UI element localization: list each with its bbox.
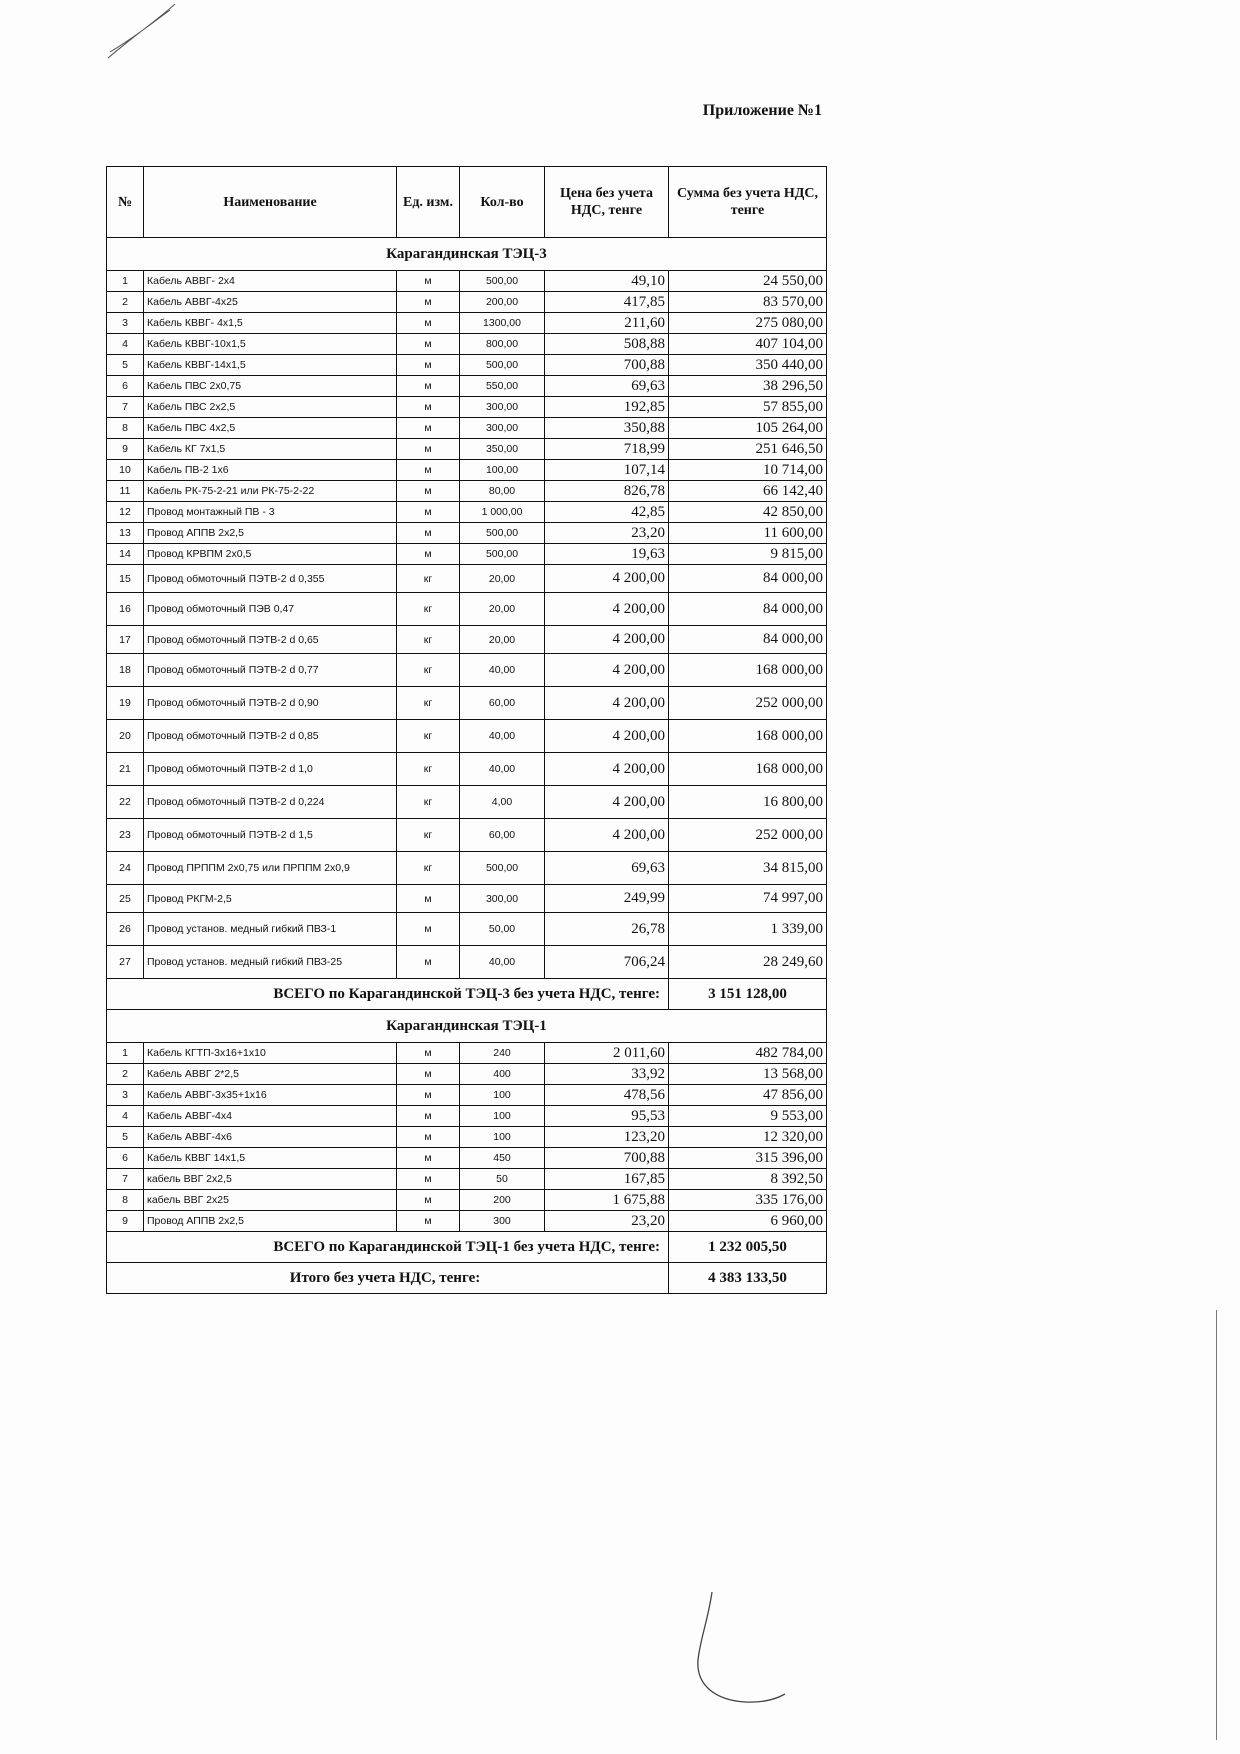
cell-no: 8 — [107, 1190, 144, 1211]
cell-sum: 83 570,00 — [669, 292, 827, 313]
table-row — [107, 786, 827, 819]
cell-name: Кабель ПВС 2х0,75 — [144, 376, 397, 397]
cell-qty: 4,00 — [460, 786, 545, 819]
cell-price: 4 200,00 — [545, 593, 669, 626]
cell-price: 826,78 — [545, 481, 669, 502]
table-row — [107, 1043, 827, 1064]
cell-unit: м — [397, 502, 460, 523]
cell-sum: 350 440,00 — [669, 355, 827, 376]
table-row — [107, 1085, 827, 1106]
cell-name: Кабель ПВС 2х2,5 — [144, 397, 397, 418]
cell-name: Кабель КВВГ-10х1,5 — [144, 334, 397, 355]
table-row — [107, 439, 827, 460]
cell-sum: 10 714,00 — [669, 460, 827, 481]
cell-name: Провод АППВ 2х2,5 — [144, 1211, 397, 1232]
cell-unit: м — [397, 1169, 460, 1190]
cell-no: 11 — [107, 481, 144, 502]
table-row — [107, 418, 827, 439]
cell-sum: 407 104,00 — [669, 334, 827, 355]
cell-no: 20 — [107, 720, 144, 753]
cell-sum: 11 600,00 — [669, 523, 827, 544]
cell-sum: 38 296,50 — [669, 376, 827, 397]
table-row — [107, 376, 827, 397]
cell-no: 17 — [107, 626, 144, 654]
cell-unit: кг — [397, 654, 460, 687]
cell-unit: м — [397, 1211, 460, 1232]
cell-unit: м — [397, 481, 460, 502]
cell-sum: 252 000,00 — [669, 687, 827, 720]
section-title: Карагандинская ТЭЦ-3 — [107, 238, 827, 271]
cell-no: 8 — [107, 418, 144, 439]
cell-name: Провод обмоточный ПЭТВ-2 d 1,0 — [144, 753, 397, 786]
cell-price: 33,92 — [545, 1064, 669, 1085]
cell-price: 4 200,00 — [545, 753, 669, 786]
cell-name: Кабель АВВГ- 2х4 — [144, 271, 397, 292]
col-header-price: Цена без учета НДС, тенге — [545, 167, 669, 238]
cell-no: 22 — [107, 786, 144, 819]
cell-unit: м — [397, 913, 460, 946]
cell-unit: м — [397, 313, 460, 334]
cell-sum: 335 176,00 — [669, 1190, 827, 1211]
cell-sum: 275 080,00 — [669, 313, 827, 334]
cell-price: 4 200,00 — [545, 687, 669, 720]
cell-qty: 60,00 — [460, 687, 545, 720]
cell-price: 4 200,00 — [545, 720, 669, 753]
cell-unit: м — [397, 355, 460, 376]
cell-price: 4 200,00 — [545, 819, 669, 852]
cell-unit: м — [397, 397, 460, 418]
cell-unit: м — [397, 523, 460, 544]
cell-sum: 482 784,00 — [669, 1043, 827, 1064]
cell-sum: 1 339,00 — [669, 913, 827, 946]
cell-qty: 500,00 — [460, 355, 545, 376]
cell-name: Кабель АВВГ-3х35+1х16 — [144, 1085, 397, 1106]
cell-sum: 168 000,00 — [669, 720, 827, 753]
cell-no: 16 — [107, 593, 144, 626]
cell-qty: 300,00 — [460, 885, 545, 913]
table-row — [107, 885, 827, 913]
cell-sum: 42 850,00 — [669, 502, 827, 523]
table-row — [107, 544, 827, 565]
cell-name: Провод обмоточный ПЭТВ-2 d 0,65 — [144, 626, 397, 654]
cell-no: 15 — [107, 565, 144, 593]
table-row — [107, 1127, 827, 1148]
cell-qty: 60,00 — [460, 819, 545, 852]
cell-name: Провод монтажный ПВ - 3 — [144, 502, 397, 523]
cell-no: 2 — [107, 1064, 144, 1085]
cell-no: 24 — [107, 852, 144, 885]
table-row — [107, 1211, 827, 1232]
cell-sum: 315 396,00 — [669, 1148, 827, 1169]
cell-price: 4 200,00 — [545, 626, 669, 654]
cell-qty: 20,00 — [460, 593, 545, 626]
cell-price: 1 675,88 — [545, 1190, 669, 1211]
cell-name: Кабель КГТП-3х16+1х10 — [144, 1043, 397, 1064]
cell-name: кабель ВВГ 2х25 — [144, 1190, 397, 1211]
cell-name: Провод КРВПМ 2х0,5 — [144, 544, 397, 565]
cell-price: 23,20 — [545, 1211, 669, 1232]
cell-qty: 350,00 — [460, 439, 545, 460]
cell-name: Кабель АВВГ-4х4 — [144, 1106, 397, 1127]
table-row — [107, 593, 827, 626]
cell-sum: 24 550,00 — [669, 271, 827, 292]
cell-no: 6 — [107, 1148, 144, 1169]
cell-sum: 74 997,00 — [669, 885, 827, 913]
cell-no: 3 — [107, 1085, 144, 1106]
cell-price: 49,10 — [545, 271, 669, 292]
table-row — [107, 626, 827, 654]
cell-no: 9 — [107, 1211, 144, 1232]
cell-unit: м — [397, 292, 460, 313]
cell-name: Провод обмоточный ПЭТВ-2 d 0,224 — [144, 786, 397, 819]
cell-qty: 20,00 — [460, 565, 545, 593]
cell-unit: м — [397, 1085, 460, 1106]
table-row — [107, 852, 827, 885]
cell-qty: 50 — [460, 1169, 545, 1190]
corner-scribble-mark — [80, 0, 190, 70]
col-header-name: Наименование — [144, 167, 397, 238]
cell-price: 700,88 — [545, 355, 669, 376]
cell-price: 417,85 — [545, 292, 669, 313]
cell-name: Провод обмоточный ПЭТВ-2 d 0,90 — [144, 687, 397, 720]
section-total-label: ВСЕГО по Карагандинской ТЭЦ-3 без учета НДС, тенге: — [107, 979, 669, 1010]
cell-sum: 84 000,00 — [669, 565, 827, 593]
cell-qty: 100,00 — [460, 460, 545, 481]
cell-price: 249,99 — [545, 885, 669, 913]
table-row — [107, 313, 827, 334]
cell-unit: м — [397, 271, 460, 292]
cell-qty: 500,00 — [460, 852, 545, 885]
cell-qty: 300 — [460, 1211, 545, 1232]
table-row — [107, 523, 827, 544]
grand-total-label: Итого без учета НДС, тенге: — [107, 1263, 669, 1294]
cell-price: 123,20 — [545, 1127, 669, 1148]
table-row — [107, 397, 827, 418]
cell-no: 1 — [107, 271, 144, 292]
cell-no: 6 — [107, 376, 144, 397]
signature-mark — [690, 1590, 800, 1720]
cell-no: 21 — [107, 753, 144, 786]
cell-no: 23 — [107, 819, 144, 852]
table-row — [107, 1148, 827, 1169]
cell-no: 7 — [107, 397, 144, 418]
cell-no: 25 — [107, 885, 144, 913]
section-header-row — [107, 1010, 827, 1043]
cell-price: 42,85 — [545, 502, 669, 523]
cell-unit: м — [397, 376, 460, 397]
cell-name: Кабель КГ 7х1,5 — [144, 439, 397, 460]
table-row — [107, 355, 827, 376]
cell-sum: 57 855,00 — [669, 397, 827, 418]
cell-name: Кабель ПВС 4х2,5 — [144, 418, 397, 439]
cell-qty: 550,00 — [460, 376, 545, 397]
table-row — [107, 565, 827, 593]
cell-name: Провод обмоточный ПЭТВ-2 d 0,85 — [144, 720, 397, 753]
table-row — [107, 502, 827, 523]
cell-name: Провод установ. медный гибкий ПВЗ-25 — [144, 946, 397, 979]
section-title: Карагандинская ТЭЦ-1 — [107, 1010, 827, 1043]
cell-no: 5 — [107, 355, 144, 376]
cell-qty: 20,00 — [460, 626, 545, 654]
cell-unit: кг — [397, 593, 460, 626]
table-row — [107, 1106, 827, 1127]
cell-no: 2 — [107, 292, 144, 313]
table-row — [107, 687, 827, 720]
grand-total-row — [107, 1263, 827, 1294]
cell-price: 107,14 — [545, 460, 669, 481]
cell-qty: 1 000,00 — [460, 502, 545, 523]
table-row — [107, 753, 827, 786]
cell-sum: 251 646,50 — [669, 439, 827, 460]
cell-qty: 40,00 — [460, 753, 545, 786]
section-header-row — [107, 238, 827, 271]
cell-unit: кг — [397, 687, 460, 720]
cell-no: 5 — [107, 1127, 144, 1148]
cell-unit: кг — [397, 786, 460, 819]
cell-no: 14 — [107, 544, 144, 565]
table-header-row — [107, 167, 827, 238]
cell-price: 167,85 — [545, 1169, 669, 1190]
cell-price: 69,63 — [545, 852, 669, 885]
cell-name: Провод АППВ 2х2,5 — [144, 523, 397, 544]
cell-qty: 40,00 — [460, 720, 545, 753]
cell-unit: м — [397, 1148, 460, 1169]
cell-unit: кг — [397, 753, 460, 786]
appendix-label: Приложение №1 — [702, 102, 822, 119]
cell-name: Провод установ. медный гибкий ПВЗ-1 — [144, 913, 397, 946]
cell-unit: м — [397, 418, 460, 439]
cell-qty: 450 — [460, 1148, 545, 1169]
cell-qty: 300,00 — [460, 397, 545, 418]
section-total-row — [107, 1232, 827, 1263]
cell-sum: 84 000,00 — [669, 593, 827, 626]
grand-total-value: 4 383 133,50 — [669, 1263, 827, 1294]
materials-table — [106, 166, 827, 1294]
cell-sum: 34 815,00 — [669, 852, 827, 885]
cell-no: 18 — [107, 654, 144, 687]
cell-price: 4 200,00 — [545, 786, 669, 819]
cell-price: 4 200,00 — [545, 565, 669, 593]
cell-qty: 200 — [460, 1190, 545, 1211]
cell-qty: 240 — [460, 1043, 545, 1064]
cell-price: 19,63 — [545, 544, 669, 565]
cell-qty: 300,00 — [460, 418, 545, 439]
section-total-value: 3 151 128,00 — [669, 979, 827, 1010]
cell-unit: м — [397, 946, 460, 979]
cell-sum: 252 000,00 — [669, 819, 827, 852]
cell-unit: м — [397, 1190, 460, 1211]
table-row — [107, 271, 827, 292]
cell-qty: 500,00 — [460, 271, 545, 292]
cell-sum: 16 800,00 — [669, 786, 827, 819]
col-header-unit: Ед. изм. — [397, 167, 460, 238]
cell-price: 718,99 — [545, 439, 669, 460]
cell-qty: 100 — [460, 1106, 545, 1127]
cell-name: Кабель АВВГ-4х6 — [144, 1127, 397, 1148]
cell-qty: 40,00 — [460, 654, 545, 687]
cell-no: 19 — [107, 687, 144, 720]
table-row — [107, 720, 827, 753]
cell-unit: м — [397, 1127, 460, 1148]
cell-name: Кабель КВВГ- 4х1,5 — [144, 313, 397, 334]
cell-no: 27 — [107, 946, 144, 979]
cell-price: 95,53 — [545, 1106, 669, 1127]
cell-price: 706,24 — [545, 946, 669, 979]
cell-qty: 1300,00 — [460, 313, 545, 334]
cell-price: 700,88 — [545, 1148, 669, 1169]
cell-no: 3 — [107, 313, 144, 334]
table-row — [107, 946, 827, 979]
cell-unit: кг — [397, 565, 460, 593]
cell-name: Кабель АВВГ 2*2,5 — [144, 1064, 397, 1085]
cell-qty: 80,00 — [460, 481, 545, 502]
col-header-sum: Сумма без учета НДС, тенге — [669, 167, 827, 238]
cell-price: 2 011,60 — [545, 1043, 669, 1064]
cell-sum: 12 320,00 — [669, 1127, 827, 1148]
section-total-row — [107, 979, 827, 1010]
table-row — [107, 913, 827, 946]
cell-sum: 13 568,00 — [669, 1064, 827, 1085]
table-row — [107, 460, 827, 481]
cell-sum: 66 142,40 — [669, 481, 827, 502]
cell-name: Провод ПРППМ 2х0,75 или ПРППМ 2х0,9 — [144, 852, 397, 885]
cell-price: 4 200,00 — [545, 654, 669, 687]
cell-name: Провод обмоточный ПЭТВ-2 d 0,355 — [144, 565, 397, 593]
cell-qty: 100 — [460, 1127, 545, 1148]
cell-name: Кабель КВВГ-14х1,5 — [144, 355, 397, 376]
cell-name: Провод обмоточный ПЭТВ-2 d 1,5 — [144, 819, 397, 852]
table-row — [107, 292, 827, 313]
section-total-value: 1 232 005,50 — [669, 1232, 827, 1263]
cell-unit: м — [397, 439, 460, 460]
cell-unit: м — [397, 544, 460, 565]
cell-sum: 168 000,00 — [669, 753, 827, 786]
cell-no: 26 — [107, 913, 144, 946]
table-row — [107, 334, 827, 355]
cell-sum: 8 392,50 — [669, 1169, 827, 1190]
cell-unit: кг — [397, 852, 460, 885]
table-body — [107, 238, 827, 1294]
cell-no: 1 — [107, 1043, 144, 1064]
cell-qty: 400 — [460, 1064, 545, 1085]
cell-name: Кабель ПВ-2 1х6 — [144, 460, 397, 481]
cell-qty: 40,00 — [460, 946, 545, 979]
right-edge-line — [1216, 1310, 1217, 1740]
cell-sum: 6 960,00 — [669, 1211, 827, 1232]
cell-sum: 168 000,00 — [669, 654, 827, 687]
cell-no: 4 — [107, 334, 144, 355]
cell-unit: м — [397, 885, 460, 913]
table-row — [107, 1064, 827, 1085]
table-row — [107, 819, 827, 852]
cell-no: 7 — [107, 1169, 144, 1190]
cell-qty: 50,00 — [460, 913, 545, 946]
cell-unit: м — [397, 1043, 460, 1064]
cell-unit: кг — [397, 819, 460, 852]
table-row — [107, 1169, 827, 1190]
col-header-qty: Кол-во — [460, 167, 545, 238]
cell-name: Кабель АВВГ-4х25 — [144, 292, 397, 313]
cell-unit: м — [397, 460, 460, 481]
table-row — [107, 481, 827, 502]
table-row — [107, 654, 827, 687]
cell-qty: 800,00 — [460, 334, 545, 355]
cell-name: кабель ВВГ 2х2,5 — [144, 1169, 397, 1190]
cell-qty: 100 — [460, 1085, 545, 1106]
cell-no: 13 — [107, 523, 144, 544]
cell-name: Провод обмоточный ПЭТВ-2 d 0,77 — [144, 654, 397, 687]
cell-price: 350,88 — [545, 418, 669, 439]
cell-unit: кг — [397, 626, 460, 654]
cell-name: Провод РКГМ-2,5 — [144, 885, 397, 913]
cell-sum: 9 815,00 — [669, 544, 827, 565]
cell-name: Кабель РК-75-2-21 или РК-75-2-22 — [144, 481, 397, 502]
cell-sum: 47 856,00 — [669, 1085, 827, 1106]
col-header-no: № — [107, 167, 144, 238]
cell-sum: 84 000,00 — [669, 626, 827, 654]
cell-price: 478,56 — [545, 1085, 669, 1106]
section-total-label: ВСЕГО по Карагандинской ТЭЦ-1 без учета НДС, тенге: — [107, 1232, 669, 1263]
cell-no: 10 — [107, 460, 144, 481]
cell-sum: 105 264,00 — [669, 418, 827, 439]
cell-unit: м — [397, 334, 460, 355]
table-row — [107, 1190, 827, 1211]
cell-unit: кг — [397, 720, 460, 753]
cell-qty: 500,00 — [460, 523, 545, 544]
cell-price: 211,60 — [545, 313, 669, 334]
cell-price: 508,88 — [545, 334, 669, 355]
cell-name: Кабель КВВГ 14х1,5 — [144, 1148, 397, 1169]
cell-price: 192,85 — [545, 397, 669, 418]
cell-price: 26,78 — [545, 913, 669, 946]
cell-no: 4 — [107, 1106, 144, 1127]
cell-no: 12 — [107, 502, 144, 523]
cell-unit: м — [397, 1064, 460, 1085]
cell-qty: 200,00 — [460, 292, 545, 313]
cell-no: 9 — [107, 439, 144, 460]
cell-unit: м — [397, 1106, 460, 1127]
cell-sum: 28 249,60 — [669, 946, 827, 979]
cell-price: 23,20 — [545, 523, 669, 544]
cell-price: 69,63 — [545, 376, 669, 397]
cell-name: Провод обмоточный ПЭВ 0,47 — [144, 593, 397, 626]
cell-sum: 9 553,00 — [669, 1106, 827, 1127]
cell-qty: 500,00 — [460, 544, 545, 565]
